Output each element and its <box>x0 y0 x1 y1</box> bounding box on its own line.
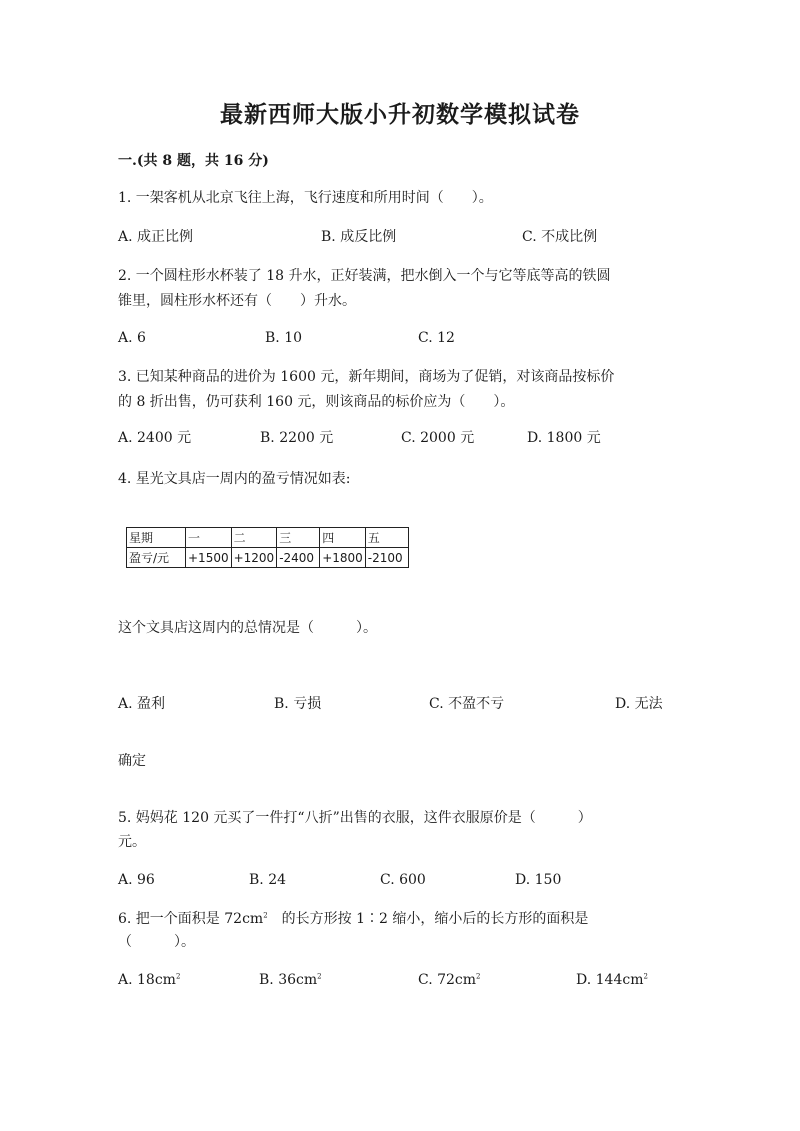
question-2-line-1: 2. 一个圆柱形水杯装了 18 升水，正好装满，把水倒入一个与它等底等高的铁圆 <box>118 268 611 284</box>
question-6-option-d <box>576 970 648 990</box>
superscript-2: 2 <box>643 972 648 981</box>
question-6-line-1 <box>118 907 588 932</box>
table-cell: 盈亏/元 <box>127 548 186 568</box>
question-1-option-c: C. 不成比例 <box>522 229 598 245</box>
superscript-2: 2 <box>175 972 181 981</box>
question-4-option-a: A. 盈利 <box>118 696 166 712</box>
question-4-text: 4. 星光文具店一周内的盈亏情况如表: <box>118 471 351 487</box>
question-4-option-d: D. 无法 <box>615 696 663 712</box>
question-4-option-c: C. 不盈不亏 <box>429 696 505 712</box>
table-cell: 五 <box>365 528 408 548</box>
question-2-option-b: B. 10 <box>265 330 303 346</box>
question-3-option-c: C. 2000 元 <box>401 430 475 446</box>
question-3-option-d: D. 1800 元 <box>527 430 601 446</box>
question-4-question: 这个文具店这周内的总情况是（ ）。 <box>118 620 377 636</box>
question-2-line-2: 锥里，圆柱形水杯还有（ ）升水。 <box>118 293 356 309</box>
question-3-line-1: 3. 已知某种商品的进价为 1600 元，新年期间，商场为了促销，对该商品按标价 <box>118 369 615 385</box>
table-row <box>127 528 409 548</box>
question-4-option-d-continued: 确定 <box>118 753 146 769</box>
option-label: C. 72cm <box>418 972 477 988</box>
superscript-2: 2 <box>476 972 481 981</box>
question-5-option-a: A. 96 <box>118 872 155 888</box>
question-1-text: 1. 一架客机从北京飞往上海，飞行速度和所用时间（ ）。 <box>118 190 493 206</box>
question-2-option-a: A. 6 <box>118 330 146 346</box>
table-row <box>127 548 409 568</box>
table-cell: 二 <box>231 528 277 548</box>
question-3-line-2: 的 8 折出售，仍可获利 160 元，则该商品的标价应为（ ）。 <box>118 394 515 410</box>
question-5-option-d: D. 150 <box>515 872 562 888</box>
table-cell: 三 <box>277 528 320 548</box>
question-1-option-b: B. 成反比例 <box>321 229 397 245</box>
question-5-option-c: C. 600 <box>380 872 426 888</box>
section-heading: 一.(共 8 题，共 16 分) <box>118 153 269 169</box>
table-cell: 四 <box>320 528 366 548</box>
question-6-option-b <box>259 970 322 990</box>
page-title: 最新西师大版小升初数学模拟试卷 <box>220 101 580 128</box>
question-6-option-a <box>118 970 180 990</box>
table-cell: -2400 <box>277 548 320 568</box>
question-6-line-2: （ ）。 <box>118 934 195 950</box>
question-6-text-b: 的长方形按 1∶2 缩小，缩小后的长方形的面积是 <box>267 911 589 927</box>
question-5-line-2: 元。 <box>118 834 146 850</box>
profit-loss-table <box>126 527 409 568</box>
table-cell: +1500 <box>186 548 232 568</box>
table-cell: +1800 <box>320 548 366 568</box>
question-5-line-1: 5. 妈妈花 120 元买了一件打“八折”出售的衣服，这件衣服原价是（ ） <box>118 810 592 826</box>
question-3-option-b: B. 2200 元 <box>260 430 334 446</box>
table-cell: +1200 <box>231 548 277 568</box>
option-label: A. 18cm <box>118 972 176 988</box>
option-label: B. 36cm <box>259 972 318 988</box>
table-cell: 一 <box>186 528 232 548</box>
table-cell: 星期 <box>127 528 186 548</box>
question-2-option-c: C. 12 <box>418 330 455 346</box>
superscript-2: 2 <box>317 972 322 981</box>
question-5-option-b: B. 24 <box>249 872 287 888</box>
superscript-2: 2 <box>263 911 268 920</box>
table-cell: -2100 <box>365 548 408 568</box>
option-label: D. 144cm <box>576 972 644 988</box>
question-1-option-a: A. 成正比例 <box>118 229 194 245</box>
question-6-option-c <box>418 970 481 990</box>
question-6-text-a: 6. 把一个面积是 72cm <box>118 911 264 927</box>
question-4-option-b: B. 亏损 <box>274 696 322 712</box>
question-3-option-a: A. 2400 元 <box>118 430 192 446</box>
